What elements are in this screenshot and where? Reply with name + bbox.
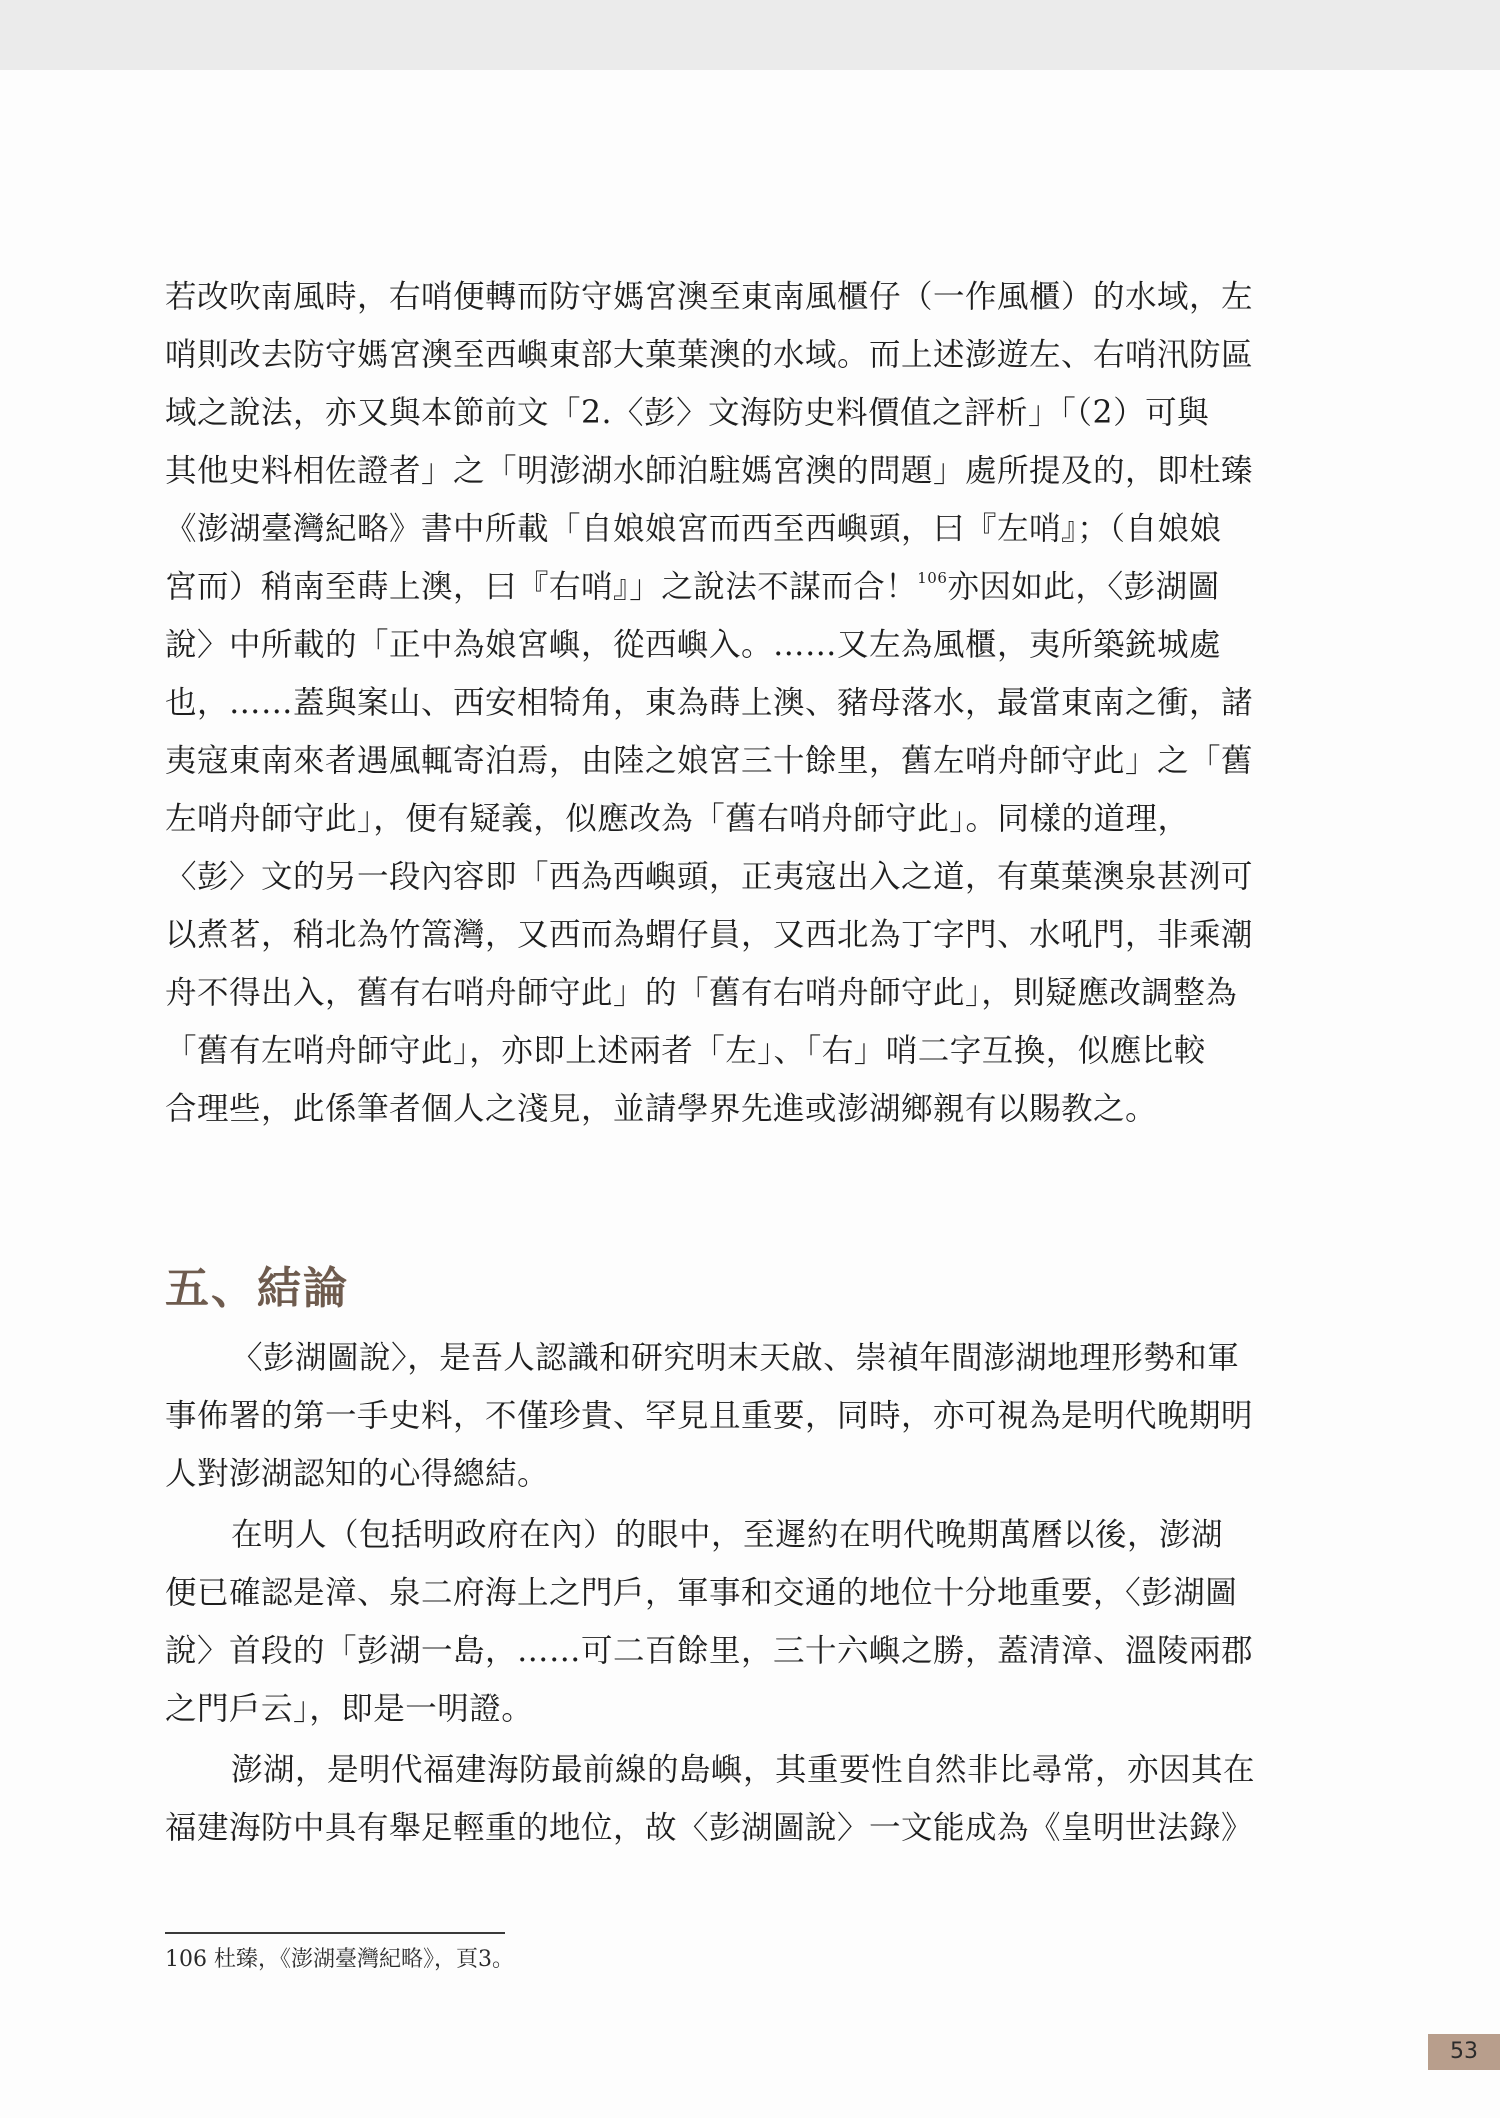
text-line: 《澎湖臺灣紀略》書中所載「自娘娘宮而西至西嶼頭，曰『左哨』；（自娘娘	[165, 511, 1222, 547]
page-number: 53	[1428, 2034, 1500, 2070]
text-line: 「舊有左哨舟師守此」，亦即上述兩者「左」、「右」哨二字互換，似應比較	[165, 1033, 1206, 1069]
text-line: 若改吹南風時，右哨便轉而防守媽宮澳至東南風櫃仔（一作風櫃）的水域，左	[165, 279, 1254, 315]
text-line: 〈彭湖圖說〉，是吾人認識和研究明末天啟、崇禎年間澎湖地理形勢和軍	[231, 1340, 1240, 1376]
text-line-with-footnote	[165, 558, 1220, 616]
text-line: 澎湖，是明代福建海防最前線的島嶼，其重要性自然非比尋常，亦因其在	[231, 1752, 1256, 1788]
text-line: 夷寇東南來者遇風輒寄泊焉，由陸之娘宮三十餘里，舊左哨舟師守此」之「舊	[165, 743, 1254, 779]
text-line: 其他史料相佐證者」之「明澎湖水師泊駐媽宮澳的問題」處所提及的，即杜臻	[165, 453, 1254, 489]
footnote-reference: 106	[917, 569, 948, 587]
section-heading: 五、結論	[165, 1263, 349, 1314]
text-segment: 亦因如此，〈彭湖圖	[947, 569, 1220, 605]
text-line: 哨則改去防守媽宮澳至西嶼東部大菓葉澳的水域。而上述澎遊左、右哨汛防區	[165, 337, 1254, 373]
text-line: 之門戶云」，即是一明證。	[165, 1691, 534, 1727]
text-line: 以煮茗，稍北為竹篙灣，又西而為蝟仔員，又西北為丁字門、水吼門，非乘潮	[165, 917, 1254, 953]
text-line: 合理些，此係筆者個人之淺見，並請學界先進或澎湖鄉親有以賜教之。	[165, 1091, 1158, 1127]
text-line: 域之說法，亦又與本節前文「2.〈彭〉文海防史料價值之評析」「（2）可與	[165, 395, 1210, 431]
scan-top-margin	[0, 0, 1500, 70]
text-line: 左哨舟師守此」，便有疑義，似應改為「舊右哨舟師守此」。同樣的道理，	[165, 801, 1190, 837]
text-line: 便已確認是漳、泉二府海上之門戶，軍事和交通的地位十分地重要，〈彭湖圖	[165, 1575, 1238, 1611]
text-line: 事佈署的第一手史料，不僅珍貴、罕見且重要，同時，亦可視為是明代晚期明	[165, 1398, 1254, 1434]
footnote-divider	[165, 1932, 505, 1934]
text-line: 說〉中所載的「正中為娘宮嶼，從西嶼入。……又左為風櫃，夷所築銃城處	[165, 627, 1222, 663]
text-line: 舟不得出入，舊有右哨舟師守此」的「舊有右哨舟師守此」，則疑應改調整為	[165, 975, 1238, 1011]
text-line: 人對澎湖認知的心得總結。	[165, 1456, 550, 1492]
text-line: 說〉首段的「彭湖一島，……可二百餘里，三十六嶼之勝，蓋清漳、溫陵兩郡	[165, 1633, 1254, 1669]
text-line: 在明人（包括明政府在內）的眼中，至遲約在明代晚期萬曆以後，澎湖	[231, 1517, 1224, 1553]
footnote-text: 106 杜臻，《澎湖臺灣紀略》，頁3。	[165, 1947, 514, 1972]
text-line: 福建海防中具有舉足輕重的地位，故〈彭湖圖說〉一文能成為《皇明世法錄》	[165, 1810, 1254, 1846]
text-segment: 宮而）稍南至蒔上澳，曰『右哨』」之說法不謀而合！	[165, 569, 918, 605]
text-line: 〈彭〉文的另一段內容即「西為西嶼頭，正夷寇出入之道，有菓葉澳泉甚洌可	[165, 859, 1254, 895]
text-line: 也，……蓋與案山、西安相犄角，東為蒔上澳、豬母落水，最當東南之衝，諸	[165, 685, 1254, 721]
